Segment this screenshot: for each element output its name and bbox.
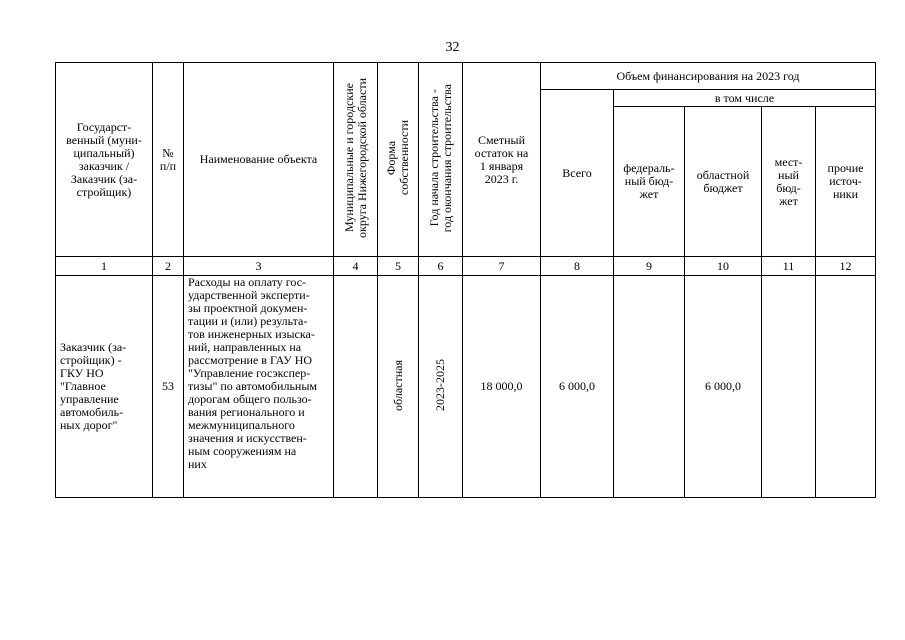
header-construction-years-label: Год начала строительства - год окончания строительства: [426, 83, 454, 233]
column-number: 5: [378, 257, 419, 276]
header-federal: федераль- ный бюд- жет: [614, 107, 685, 257]
column-number: 12: [816, 257, 876, 276]
row-other: [816, 276, 876, 498]
header-municipality: [334, 63, 378, 257]
header-customer: Государст- венный (муни- ципальный) заказчик / Заказчик (за- стройщик): [56, 63, 153, 257]
header-estimated-balance: Сметный остаток на 1 января 2023 г.: [463, 63, 541, 257]
row-ownership-form: [378, 276, 419, 498]
header-local: мест- ный бюд- жет: [762, 107, 816, 257]
column-number: 10: [685, 257, 762, 276]
column-numbers-row: [56, 257, 876, 276]
header-total: Всего: [541, 90, 614, 257]
header-ownership-form: [378, 63, 419, 257]
column-number: 11: [762, 257, 816, 276]
header-object-name: Наименование объекта: [184, 63, 334, 257]
header-other: прочие источ- ники: [816, 107, 876, 257]
header-construction-years: [419, 63, 463, 257]
header-municipality-label: Муниципальные и городские округа Нижегородской области: [341, 78, 369, 238]
row-customer: Заказчик (за- стройщик) - ГКУ НО "Главное управление автомобиль- ных дорог": [56, 276, 153, 498]
row-federal: [614, 276, 685, 498]
row-number: 53: [153, 276, 184, 498]
header-including: в том числе: [614, 90, 876, 107]
row-object-name: Расходы на оплату гос- ударственной эксперти- зы проектной докумен- тации и (или) результа- тов инженерных изыска- ний, направленных на рассмотрение в ГАУ НО "Управление госэкспер- тизы" по автомобильным дорогам общего пользо- вания регионального и межмуниципального значения и искусствен- ным сооружениям на них: [184, 276, 334, 498]
header-funding-volume: Объем финансирования на 2023 год: [541, 63, 876, 90]
row-construction-years-value: 2023-2025: [433, 359, 447, 411]
row-total: 6 000,0: [541, 276, 614, 498]
investment-table: [55, 62, 876, 498]
row-estimated-balance: 18 000,0: [463, 276, 541, 498]
header-ownership-form-label: Форма собственности: [384, 120, 411, 196]
column-number: 1: [56, 257, 153, 276]
row-regional: 6 000,0: [685, 276, 762, 498]
table-row: [56, 276, 876, 498]
page-number: 32: [445, 40, 460, 55]
column-number: 3: [184, 257, 334, 276]
header-number: № п/п: [153, 63, 184, 257]
row-local: [762, 276, 816, 498]
row-construction-years: [419, 276, 463, 498]
row-ownership-form-value: областная: [390, 359, 405, 411]
row-municipality: [334, 276, 378, 498]
column-number: 8: [541, 257, 614, 276]
column-number: 9: [614, 257, 685, 276]
column-number: 4: [334, 257, 378, 276]
column-number: 6: [419, 257, 463, 276]
column-number: 2: [153, 257, 184, 276]
header-regional: областной бюджет: [685, 107, 762, 257]
column-number: 7: [463, 257, 541, 276]
